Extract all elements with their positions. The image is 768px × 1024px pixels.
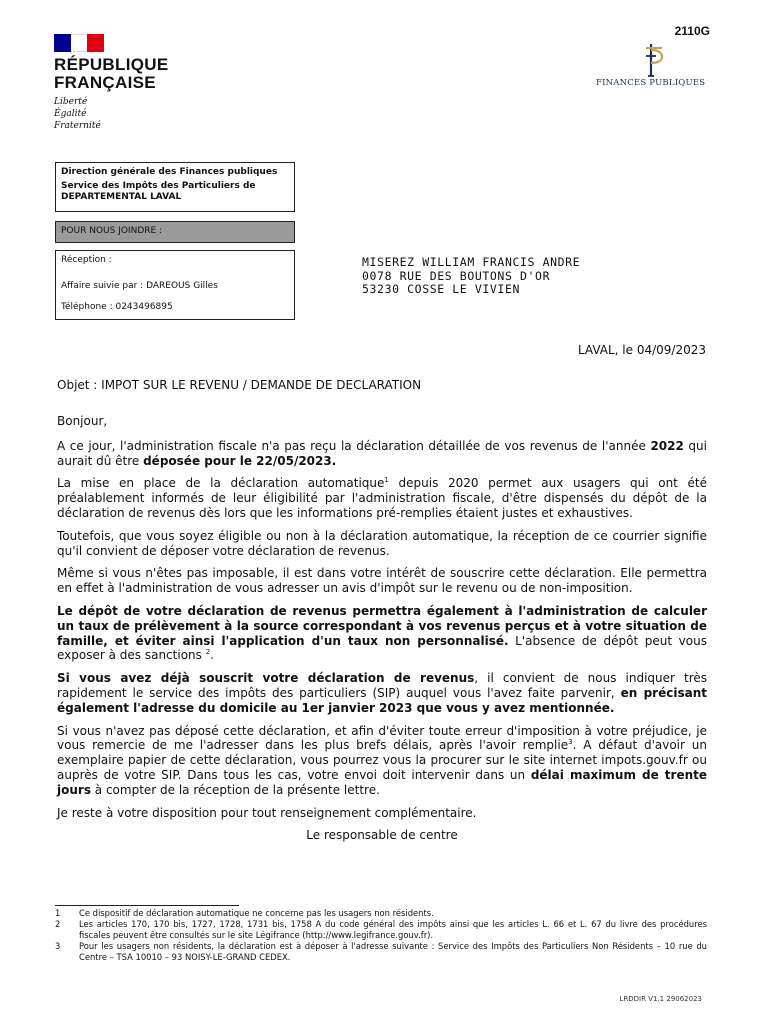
paragraph-8: Je reste à votre disposition pour tout renseignement complémentaire.	[57, 805, 477, 820]
recipient-street: 0078 RUE DES BOUTONS D'OR	[362, 268, 551, 283]
paragraph-5: Le dépôt de votre déclaration de revenus permettra également à l'administration de calculer un taux de prélèvement à la source correspondant à vos revenus perçus et à votre situation de famille, et éviter ainsi l'application d'un taux non personnalisé. L'absence de dépôt peut vous exposer à des sanctions $^2$.	[57, 603, 707, 663]
footnote-1: 1 Ce dispositif de déclaration automatique ne concerne pas les usagers non résidents.	[55, 908, 434, 918]
sender-line-3: DEPARTEMENTAL LAVAL	[61, 192, 182, 202]
sender-box	[55, 162, 295, 212]
republique-francaise-logo: RÉPUBLIQUE FRANÇAISE	[54, 55, 169, 92]
finances-publiques-icon	[640, 42, 670, 78]
greeting: Bonjour,	[57, 414, 108, 428]
footnote-divider	[55, 905, 239, 906]
sender-line-1: Direction générale des Finances publiques	[61, 167, 278, 177]
affaire-suivie: Affaire suivie par : DAREOUS Gilles	[61, 281, 218, 291]
paragraph-4: Même si vous n'êtes pas imposable, il est dans votre intérêt de souscrire cette déclaration. Elle permettra en effet à l'administration de vous adresser un avis d'impôt sur le revenu ou de non-imposition.	[57, 566, 707, 596]
reception-label: Réception :	[61, 255, 112, 265]
recipient-city: 53230 COSSE LE VIVIEN	[362, 282, 520, 296]
recipient-address	[362, 256, 580, 297]
motto: Liberté Égalité Fraternité	[54, 97, 101, 131]
footnotes	[55, 908, 707, 963]
letter-date: LAVAL, le 04/09/2023	[577, 343, 706, 357]
paragraph-7: Si vous n'avez pas déposé cette déclaration, et afin d'éviter toute erreur d'imposition à votre préjudice, je vous remercie de me l'adresser dans les plus brefs délais, après l'avoir remplie$^3$. A défaut d'avoir un exemplaire papier de cette déclaration, vous pourrez vous la procurer sur le site internet impots.gouv.fr ou auprès de votre SIP. Dans tous les cas, votre envoi doit intervenir dans un délai maximum de trente jours à compter de la réception de la présente lettre.	[57, 723, 708, 797]
form-code: 2110G	[674, 24, 710, 38]
telephone: Téléphone : 0243496895	[61, 302, 173, 312]
finances-publiques-label: FINANCES PUBLIQUES	[596, 78, 706, 88]
contact-box	[55, 250, 295, 320]
document-reference: LRDDIR V1.1 29062023	[619, 995, 702, 1003]
paragraph-3: Toutefois, que vous soyez éligible ou non à la déclaration automatique, la réception de ce courrier signifie qu'il convient de déposer votre déclaration de revenus.	[57, 528, 707, 558]
sender-line-2: Service des Impôts des Particuliers de	[61, 181, 256, 191]
paragraph-6: Si vous avez déjà souscrit votre déclaration de revenus, il convient de nous indiquer très rapidement le service des impôts des particuliers (SIP) auquel vous l'avez faite parvenir, en précisant également l'adresse du domicile au 1er janvier 2023 que vous y avez mentionnée.	[57, 671, 707, 715]
footnote-2: 2 Les articles 170, 170 bis, 1727, 1728, 1731 bis, 1758 A du code général des impôts ainsi que les articles L. 66 et L. 67 du livre des procédures fiscales peuvent être consultés sur le site Légifrance (http://www.legifrance.gouv.fr).	[55, 919, 707, 940]
french-flag-logo	[54, 34, 104, 52]
paragraph-2: La mise en place de la déclaration automatique$^1$ depuis 2020 permet aux usagers qui ont été préalablement informés de leur éligibilité par l'administration fiscale, d'être dispensés du dépôt de la déclaration de revenus dès lors que les informations pré-remplies étaient justes et exhaustives.	[57, 476, 707, 520]
letter-subject: Objet : IMPOT SUR LE REVENU / DEMANDE DE DECLARATION	[57, 378, 422, 392]
letter-body	[57, 414, 707, 851]
recipient-name: MISEREZ WILLIAM FRANCIS ANDRE	[362, 255, 581, 269]
contact-header: POUR NOUS JOINDRE :	[55, 221, 295, 243]
paragraph-1: A ce jour, l'administration fiscale n'a pas reçu la déclaration détaillée de vos revenus de l'année 2022 qui aurait dû être déposée pour le 22/05/2023.	[57, 438, 707, 468]
footnote-3: 3 Pour les usagers non résidents, la déclaration est à déposer à l'adresse suivante : Service des Impôts des Particuliers Non Résidents – 10 rue du Centre – TSA 10010 – 93 NOISY-LE-GRAND CEDEX.	[55, 941, 707, 962]
signature: Le responsable de centre	[306, 828, 458, 843]
